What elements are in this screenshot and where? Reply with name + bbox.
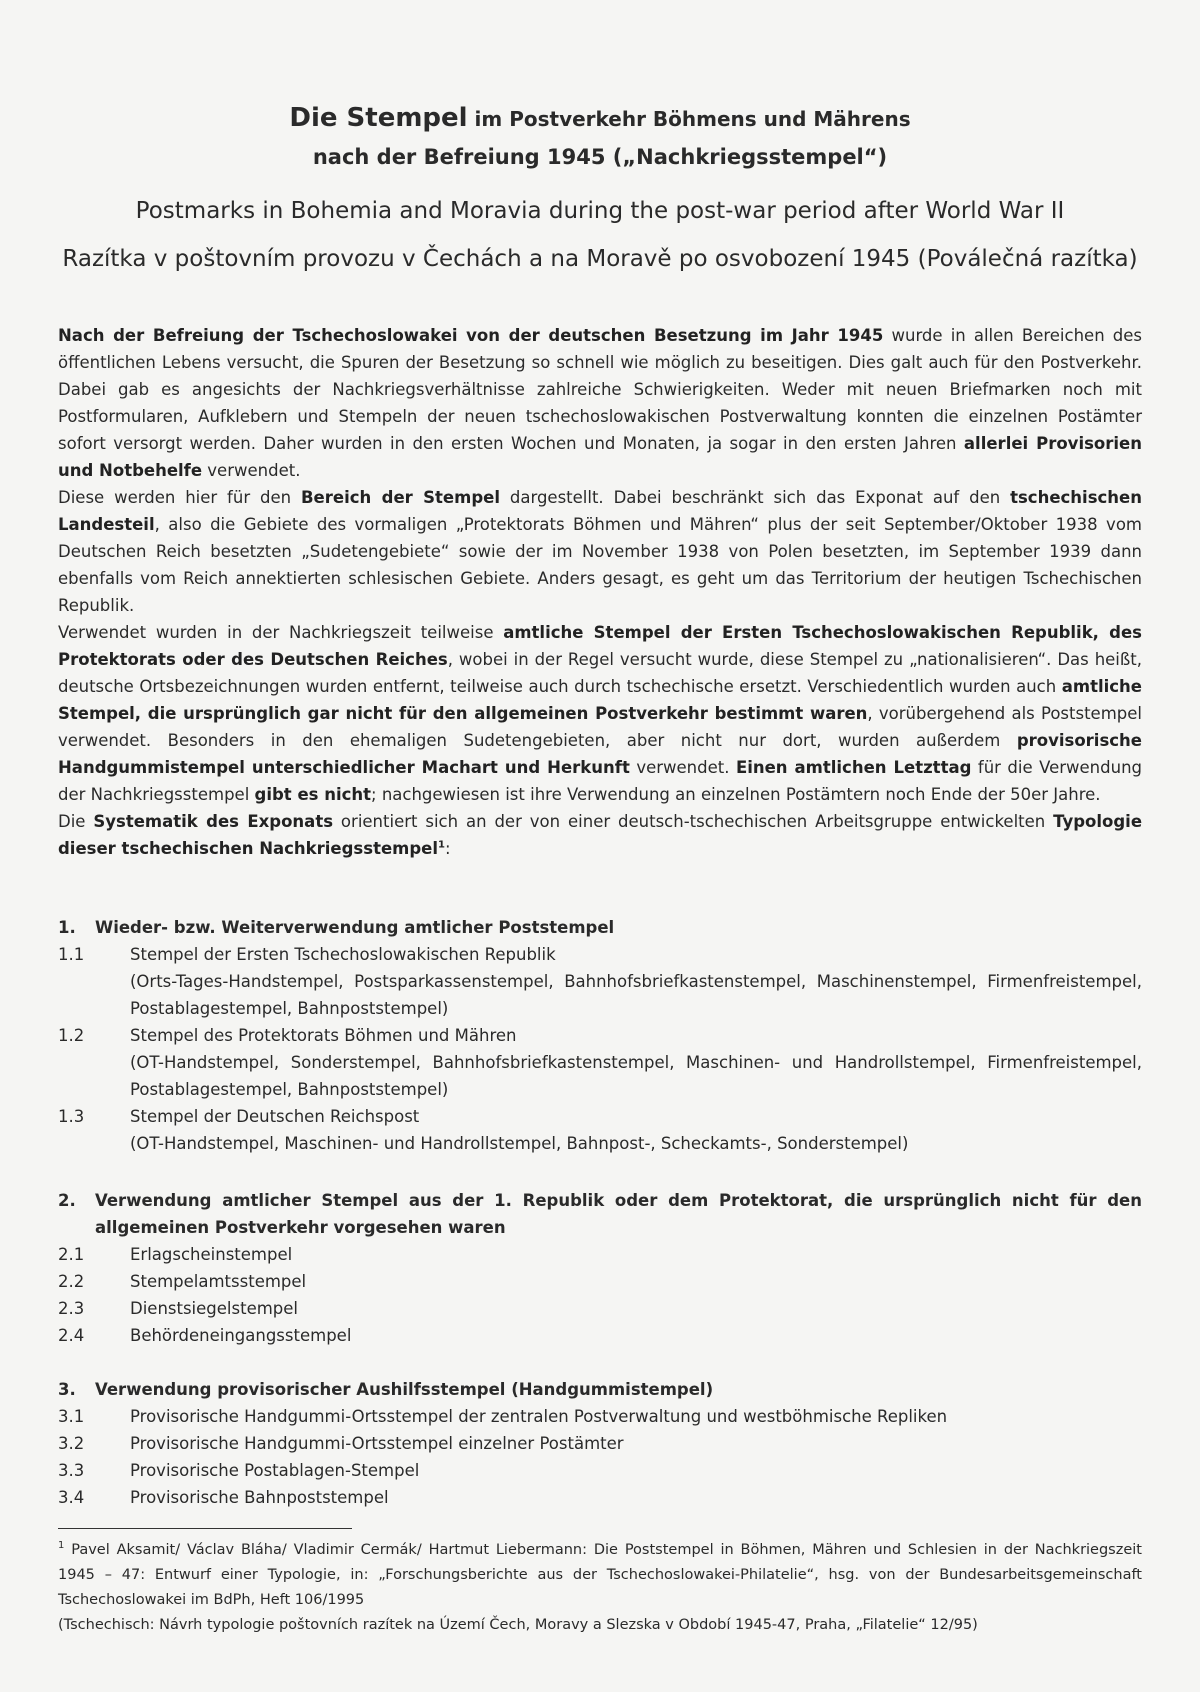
body-text: für die Verwendung der Nachkriegsstempel bbox=[58, 758, 1142, 804]
footnote-mark: 1 bbox=[58, 1540, 65, 1552]
item-label: Provisorische Handgummi-Ortsstempel der zentralen Postverwaltung und westböhmische Repliken bbox=[130, 1407, 948, 1426]
subtitle-english: Postmarks in Bohemia and Moravia during the post-war period after World War II bbox=[135, 198, 1065, 224]
list-item bbox=[58, 1430, 1142, 1457]
section-number: 2. bbox=[58, 1191, 76, 1210]
bold-text: amtliche Stempel der Ersten Tschechoslowakischen Republik, des Protektorats oder des Deutschen Reiches bbox=[58, 623, 1142, 669]
item-number: 3.1 bbox=[58, 1407, 85, 1426]
item-number: 2.2 bbox=[58, 1272, 85, 1291]
list-item bbox=[58, 1457, 1142, 1484]
item-number: 3.3 bbox=[58, 1461, 85, 1480]
item-label: Stempel der Ersten Tschechoslowakischen Republik bbox=[130, 945, 556, 964]
item-number: 2.3 bbox=[58, 1299, 85, 1318]
title-rest: im Postverkehr Böhmens und Mährens bbox=[467, 107, 911, 131]
bold-text: Nach der Befreiung der Tschechoslowakei von der deutschen Besetzung im Jahr 1945 bbox=[58, 326, 884, 345]
list-item bbox=[58, 1268, 1142, 1295]
section-title: Verwendung amtlicher Stempel aus der 1. Republik oder dem Protektorat, die ursprünglich nicht für den allgemeinen Postverkehr vorgesehen waren bbox=[95, 1191, 1142, 1237]
list-item bbox=[58, 1022, 1142, 1103]
item-number: 2.1 bbox=[58, 1245, 85, 1264]
intro-text bbox=[58, 322, 1142, 862]
item-detail: (Orts-Tages-Handstempel, Postsparkassenstempel, Bahnhofsbriefkastenstempel, Maschinenstempel, Firmenfreistempel, Postablagestempel, Bahnpoststempel) bbox=[130, 972, 1142, 1018]
page-title bbox=[0, 99, 1200, 176]
bold-text: amtliche Stempel, die ursprünglich gar nicht für den allgemeinen Postverkehr bestimmt waren bbox=[58, 677, 1142, 723]
bold-text: Bereich der Stempel bbox=[300, 488, 500, 507]
item-label: Stempelamtsstempel bbox=[130, 1272, 307, 1291]
section-heading bbox=[58, 1376, 1142, 1403]
list-item bbox=[58, 941, 1142, 1022]
body-text: orientiert sich an der von einer deutsch-tschechischen Arbeitsgruppe entwickelten bbox=[333, 812, 1054, 831]
footnote-czech: (Tschechisch: Návrh typologie poštovních razítek na Území Čech, Moravy a Slezska v Období 1945-47, Praha, „Filatelie“ 12/95) bbox=[58, 1617, 978, 1633]
body-text: verwendet. bbox=[629, 758, 736, 777]
item-detail: (OT-Handstempel, Sonderstempel, Bahnhofsbriefkastenstempel, Maschinen- und Handrollstempel, Firmenfreistempel, Postablagestempel, Bahnpoststempel) bbox=[130, 1053, 1142, 1099]
section-3 bbox=[58, 1376, 1142, 1511]
body-text: ; nachgewiesen ist ihre Verwendung an einzelnen Postämtern noch Ende der 50er Jahre. bbox=[371, 785, 1101, 804]
section-2 bbox=[58, 1187, 1142, 1349]
item-label: Erlagscheinstempel bbox=[130, 1245, 293, 1264]
item-number: 1.1 bbox=[58, 945, 85, 964]
subtitle-czech: Razítka v poštovním provozu v Čechách a na Moravě po osvobození 1945 (Poválečná razítka) bbox=[62, 246, 1138, 272]
list-item bbox=[58, 1322, 1142, 1349]
item-label: Provisorische Bahnpoststempel bbox=[130, 1488, 389, 1507]
bold-text: Einen amtlichen Letzttag bbox=[735, 758, 972, 777]
title-line-2: nach der Befreiung 1945 („Nachkriegsstempel“) bbox=[312, 145, 888, 169]
bold-text: gibt es nicht bbox=[254, 785, 372, 804]
footnote-citation bbox=[58, 1538, 1142, 1613]
body-text: dargestellt. Dabei beschränkt sich das Exponat auf den bbox=[499, 488, 1011, 507]
title-main: Die Stempel bbox=[289, 103, 468, 133]
list-item bbox=[58, 1403, 1142, 1430]
body-text: Diese werden hier für den bbox=[58, 488, 301, 507]
body-text: , vorübergehend als Poststempel verwendet. Besonders in den ehemaligen Sudetengebieten, aber nicht nur dort, wurden außerdem bbox=[58, 704, 1142, 750]
item-label: Stempel des Protektorats Böhmen und Mähren bbox=[130, 1026, 517, 1045]
list-item bbox=[58, 1241, 1142, 1268]
intro-paragraph-2 bbox=[58, 484, 1142, 619]
section-number: 1. bbox=[58, 918, 76, 937]
item-detail: (OT-Handstempel, Maschinen- und Handrollstempel, Bahnpost-, Scheckamts-, Sonderstempel) bbox=[130, 1134, 909, 1153]
section-title: Verwendung provisorischer Aushilfsstempel (Handgummistempel) bbox=[95, 1380, 714, 1399]
list-item bbox=[58, 1103, 1142, 1157]
body-text: wurde in allen Bereichen des öffentlichen Lebens versucht, die Spuren der Besetzung so schnell wie möglich zu beseitigen. Dies galt auch für den Postverkehr. Dabei gab es angesichts der Nachkriegsverhältnisse zahlreiche Schwierigkeiten. Weder mit neuen Briefmarken noch mit Postformularen, Aufklebern und Stempeln der neuen tschechoslowakischen Postverwaltung konnten die einzelnen Postämter sofort versorgt werden. Daher wurden in den ersten Wochen und Monaten, ja sogar in den ersten Jahren bbox=[58, 326, 1143, 453]
section-heading bbox=[58, 914, 1142, 941]
item-number: 2.4 bbox=[58, 1326, 85, 1345]
item-number: 1.3 bbox=[58, 1107, 85, 1126]
bold-text: Systematik des Exponats bbox=[93, 812, 334, 831]
item-label: Provisorische Handgummi-Ortsstempel einzelner Postämter bbox=[130, 1434, 624, 1453]
intro-paragraph-3 bbox=[58, 619, 1142, 808]
section-title: Wieder- bzw. Weiterverwendung amtlicher Poststempel bbox=[95, 918, 615, 937]
body-text: , wobei in der Regel versucht wurde, diese Stempel zu „nationalisieren“. Das heißt, deutsche Ortsbezeichnungen wurden entfernt, teilweise auch durch tschechische ersetzt. Verschiedentlich wurden auch bbox=[58, 650, 1142, 696]
item-number: 3.2 bbox=[58, 1434, 85, 1453]
footnote-divider bbox=[58, 1528, 352, 1529]
body-text: Die bbox=[58, 812, 94, 831]
section-heading bbox=[58, 1187, 1142, 1241]
intro-paragraph-4 bbox=[58, 808, 1142, 862]
body-text: verwendet. bbox=[202, 461, 301, 480]
footnote-reference: 1 bbox=[438, 839, 445, 851]
footnote bbox=[58, 1538, 1142, 1638]
bold-text: allerlei Provisorien und Notbehelfe bbox=[58, 434, 1142, 480]
item-label: Stempel der Deutschen Reichspost bbox=[130, 1107, 420, 1126]
item-label: Behördeneingangsstempel bbox=[130, 1326, 352, 1345]
bold-text: Typologie dieser tschechischen Nachkriegsstempel$^1$ bbox=[58, 812, 1143, 858]
item-number: 3.4 bbox=[58, 1488, 85, 1507]
bold-text: provisorische Handgummistempel unterschiedlicher Machart und Herkunft bbox=[58, 731, 1142, 777]
body-text: : bbox=[444, 839, 451, 858]
item-number: 1.2 bbox=[58, 1026, 85, 1045]
item-label: Provisorische Postablagen-Stempel bbox=[130, 1461, 420, 1480]
intro-paragraph-1 bbox=[58, 322, 1142, 484]
list-item bbox=[58, 1484, 1142, 1511]
body-text: Verwendet wurden in der Nachkriegszeit teilweise bbox=[58, 623, 504, 642]
body-text: , also die Gebiete des vormaligen „Protektorats Böhmen und Mähren“ plus der seit September/Oktober 1938 vom Deutschen Reich besetzten „Sudetengebiete“ sowie der im November 1938 von Polen besetzten, im September 1939 dann ebenfalls vom Reich annektierten schlesischen Gebiete. Anders gesagt, es geht um das Territorium der heutigen Tschechischen Republik. bbox=[58, 515, 1142, 615]
bold-text: tschechischen Landesteil bbox=[58, 488, 1142, 534]
item-label: Dienstsiegelstempel bbox=[130, 1299, 299, 1318]
list-item bbox=[58, 1295, 1142, 1322]
footnote-text: Pavel Aksamit/ Václav Bláha/ Vladimir Cermák/ Hartmut Liebermann: Die Poststempel in Böhmen, Mähren und Schlesien in der Nachkriegszeit 1945 – 47: Entwurf einer Typologie, in: „Forschungsberichte aus der Tschechoslowakei-Philatelie“, hsg. von der Bundesarbeitsgemeinschaft Tschechoslowakei im BdPh, Heft 106/1995 bbox=[58, 1542, 1142, 1608]
section-number: 3. bbox=[58, 1380, 76, 1399]
section-1 bbox=[58, 914, 1142, 1157]
